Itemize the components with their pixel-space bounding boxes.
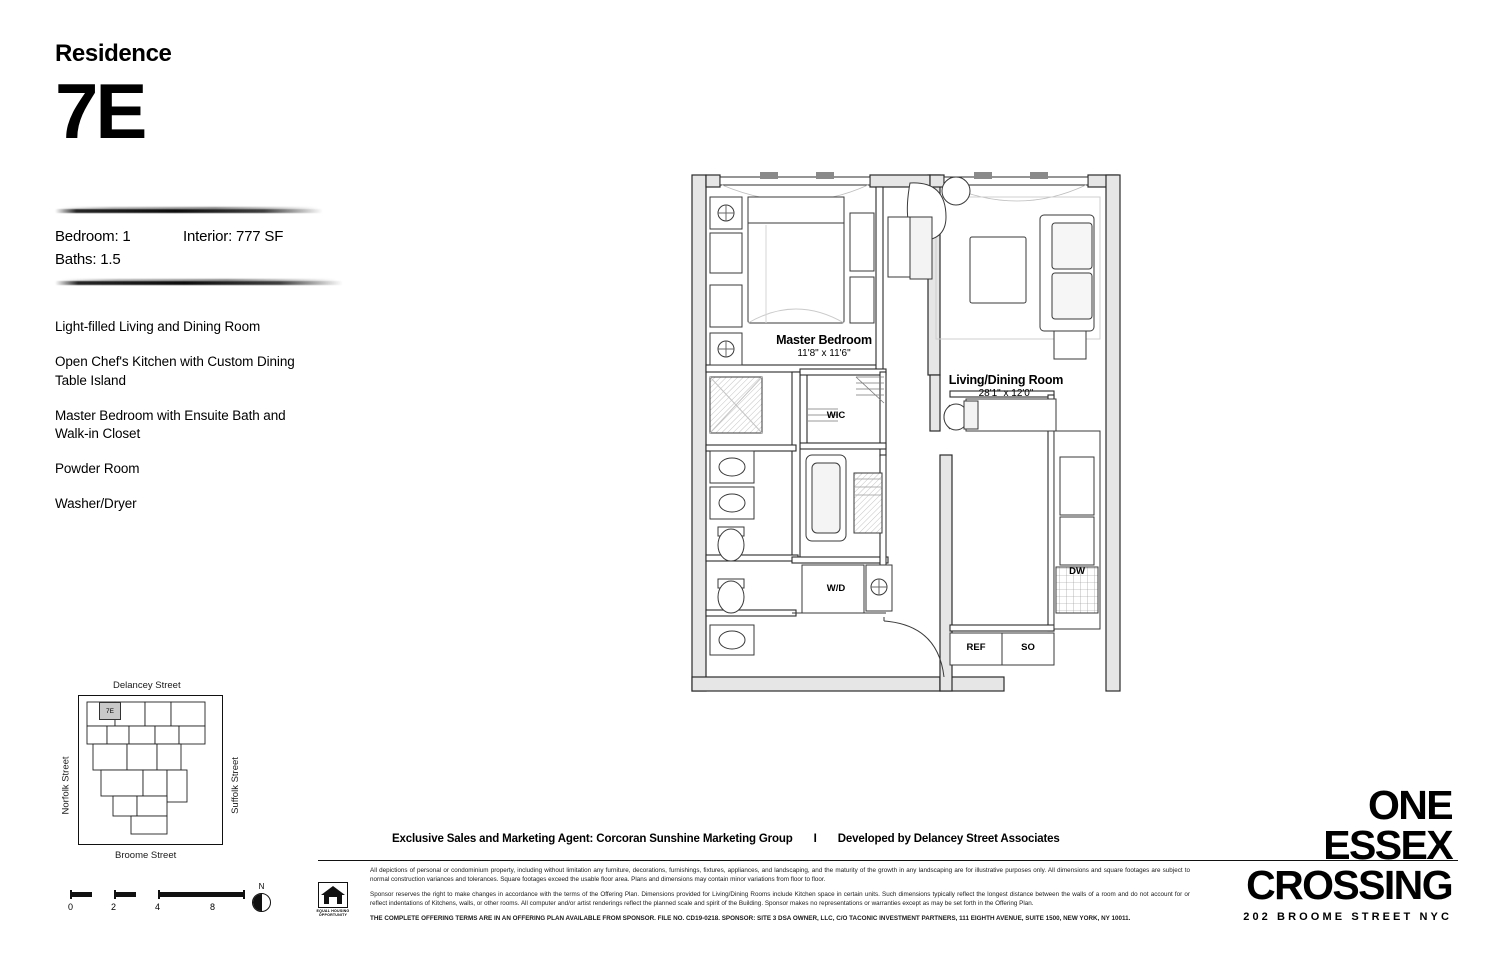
scale-seg <box>114 892 136 897</box>
eho-house-icon <box>318 882 348 908</box>
spec-interior: Interior: 777 SF <box>183 228 284 246</box>
compass-icon <box>252 882 271 912</box>
brush-rule-top <box>55 206 323 216</box>
scale-tick-label: 4 <box>155 902 161 912</box>
brand-line-crossing: CROSSING <box>1246 862 1452 909</box>
compass-north-label: N <box>258 882 265 891</box>
spec-row <box>55 251 375 268</box>
list-item: Open Chef's Kitchen with Custom Dining Table Island <box>55 354 295 388</box>
scale-tick-label: 0 <box>68 902 74 912</box>
eho-caption: EQUAL HOUSING OPPORTUNITY <box>316 909 350 918</box>
scale-labels <box>70 902 270 914</box>
legal-paragraph-3: THE COMPLETE OFFERING TERMS ARE IN AN OFFERING PLAN AVAILABLE FROM SPONSOR. FILE NO. CD19-0218. SPONSOR: SITE 3 DSA OWNER, LLC, C/O TACONIC INVESTMENT PARTNERS, 111 EIGHTH AVENUE, SUITE 1500, NEW YORK, NY 10011. <box>370 914 1131 922</box>
scale-tick <box>243 890 245 899</box>
brand-line-essex: ESSEX <box>1323 822 1452 869</box>
equal-housing-opportunity-icon <box>313 882 353 918</box>
scale-bar-graphic <box>70 890 245 899</box>
spec-row <box>55 228 375 245</box>
brand-address: 202 BROOME STREET NYC <box>1243 910 1452 923</box>
keyplan-street-suffolk: Suffolk Street <box>229 757 241 814</box>
spec-baths: Baths: 1.5 <box>55 251 121 269</box>
scale-tick <box>70 890 72 899</box>
scale-tick <box>114 890 116 899</box>
spec-bedroom: Bedroom: 1 <box>55 228 131 246</box>
scale-bar <box>70 890 270 914</box>
legal-paragraph-2: Sponsor reserves the right to make changes in accordance with the terms of the Offering Plan. Dimensions provided for Living/Dining Rooms include Kitchen space in certain units. Such dimensions typically reflect the longest distance between the walls of a room and do not account for or reflect indentations of Kitchens, walls, or other rooms. All computer and/or artist renderings reflect the planned scale and spirit of the Building. Sponsor makes no representations or warranties except as may be set forth in the Offering Plan. <box>370 890 1190 908</box>
room-label-master-bedroom: Master Bedroom 11'8" x 11'6" <box>776 333 872 359</box>
scale-tick <box>158 890 160 899</box>
keyplan-street-delancey: Delancey Street <box>113 680 181 691</box>
brush-rule-bottom <box>55 278 343 288</box>
residence-specs <box>55 228 375 268</box>
scale-tick-label: 2 <box>111 902 117 912</box>
legal-disclaimer <box>370 866 1190 928</box>
floor-plan-drawing <box>688 155 1248 700</box>
credit-separator: I <box>813 833 817 845</box>
compass-dial <box>252 893 271 912</box>
footer-credits <box>392 833 1060 845</box>
key-plan <box>45 680 305 870</box>
brand-line-one: ONE <box>1367 782 1452 828</box>
legal-paragraph-1: All depictions of personal or condominium property, including without limitation any furniture, decorations, furnishings, fixtures, appliances, and landscaping, and the maturity of the growth in any landscaping are for illustrative purposes only. All dimensions and square footages are subject to normal construction variances and tolerances. Square footages exceed the usable floor area. Plans and dimensions may contain minor variations from floor to floor. <box>370 867 1190 884</box>
tag-wic: WIC <box>826 410 846 421</box>
room-label-living-dining: Living/Dining Room 28'1" x 12'0" <box>948 373 1064 399</box>
tag-dishwasher: DW <box>1069 566 1085 577</box>
floor-plan <box>688 155 1248 700</box>
tag-refrigerator: REF <box>966 642 986 653</box>
list-item: Master Bedroom with Ensuite Bath and Walk-in Closet <box>55 407 286 441</box>
tag-stove-oven: SO <box>1021 642 1035 653</box>
residence-info-panel <box>55 40 375 531</box>
scale-tick-label: 8 <box>210 902 216 912</box>
list-item: Washer/Dryer <box>55 496 137 512</box>
list-item: Powder Room <box>55 461 140 477</box>
list-item: Light-filled Living and Dining Room <box>55 319 261 335</box>
keyplan-street-broome: Broome Street <box>115 850 177 861</box>
keyplan-street-norfolk: Norfolk Street <box>60 756 72 815</box>
feature-list <box>55 318 375 514</box>
scale-seg <box>158 892 244 897</box>
tag-washer-dryer: W/D <box>826 583 846 594</box>
scale-seg <box>70 892 92 897</box>
brand-logo <box>1243 782 1452 923</box>
developer-text: Developed by Delancey Street Associates <box>837 833 1060 845</box>
exclusive-agent-text: Exclusive Sales and Marketing Agent: Corcoran Sunshine Marketing Group <box>392 833 793 845</box>
residence-label: Residence <box>55 40 172 67</box>
residence-number: 7E <box>55 67 145 155</box>
keyplan-unit-marker: 7E <box>99 702 121 720</box>
